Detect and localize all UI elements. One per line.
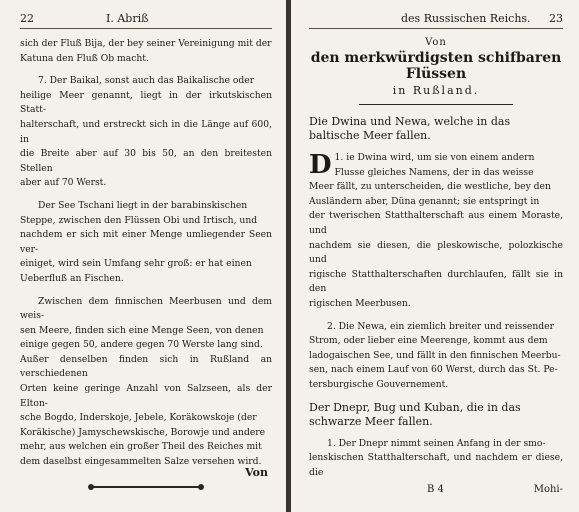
- text-line: nachdem er sich mit einer Menge umliegender Seen ver-: [20, 229, 272, 255]
- text-line: rigischen Meerbusen.: [309, 297, 411, 309]
- text-line: halterschaft, und erstreckt sich in die Länge auf 600, in: [20, 118, 272, 145]
- right-page-number: 23: [549, 12, 563, 25]
- text-line: 2. Die Newa, ein ziemlich breiter und reissender: [327, 320, 554, 332]
- signature-mark: B 4: [427, 484, 444, 496]
- left-running-head: I. Abriß: [106, 12, 149, 25]
- right-running-head: des Russischen Reichs.: [401, 12, 531, 25]
- text-line: Koräkische) Jamyschewskische, Borowje und andere: [20, 426, 266, 438]
- chapter-title-prefix: Von: [425, 37, 447, 48]
- section-heading-dnepr-bug-kuban: Der Dnepr, Bug und Kuban, die in das schwarze Meer fallen.: [309, 400, 521, 428]
- text-line: Ueberfluß an Fischen.: [20, 272, 124, 284]
- text-line: die Breite aber auf 30 bis 50, an den breitesten Stellen: [20, 148, 272, 174]
- text-line: Ausländern aber, Düna genannt; sie entspringt in: [309, 195, 540, 207]
- text-line: Strom, oder lieber eine Meerenge, kommt aus dem: [309, 335, 548, 347]
- chapter-subtitle: in Rußland.: [392, 84, 480, 97]
- text-line: sche Bogdo, Inderskoje, Jebele, Koräkowskoje (der: [20, 412, 257, 424]
- text-line: tersburgische Gouvernement.: [309, 378, 449, 390]
- text-line: Flusse gleiches Namens, der in das weisse: [334, 166, 534, 178]
- right-page-footer: [309, 484, 563, 498]
- text-line: rigische Statthalterschaften durchlaufen, fällt sie in den: [309, 268, 563, 295]
- ornament-rule: [20, 482, 272, 492]
- text-line: sen, nach einem Lauf von 60 Werst, durch das St. Pe-: [309, 364, 558, 376]
- right-page-text-2: [309, 437, 563, 481]
- text-line: der twerischen Statthalterschaft aus einem Moraste, und: [309, 210, 563, 236]
- text-line: Orten keine geringe Anzahl von Salzseen, als der Elton-: [20, 383, 272, 409]
- text-line: Meer fällt, zu unterscheiden, die westliche, bey den: [309, 181, 551, 193]
- text-line: Zwischen dem finnischen Meerbusen und dem weis-: [20, 295, 272, 322]
- section-heading-dwina-newa: Die Dwina und Newa, welche in das baltische Meer fallen.: [309, 115, 511, 142]
- left-catchword: Von: [245, 466, 268, 479]
- drop-cap: D: [309, 150, 332, 180]
- text-line: ladogaischen See, und fällt in den finnischen Meerbu-: [309, 349, 561, 361]
- title-rule: [359, 104, 513, 105]
- text-line: ie Dwina wird, um sie von einem andern: [346, 152, 535, 163]
- right-page-header: [309, 10, 563, 29]
- text-line: 1. Der Dnepr nimmt seinen Anfang in der smo-: [327, 437, 546, 449]
- text-line: lenskischen Statthalterschaft, und nachdem er diese, die: [309, 452, 563, 478]
- right-catchword: Mohi-: [533, 484, 563, 496]
- text-line: aber auf 70 Werst.: [20, 177, 107, 189]
- text-line: Außer denselben finden sich in Rußland an verschiedenen: [20, 353, 272, 380]
- text-line: Katuna den Fluß Ob macht.: [20, 52, 149, 64]
- text-line: heilige Meer genannt, liegt in der irkutskischen Statt-: [20, 89, 272, 116]
- paragraph-number: 1.: [334, 152, 344, 163]
- text-line: nachdem sie diesen, die pleskowische, polozkische und: [309, 239, 563, 266]
- left-page-text: [20, 37, 272, 470]
- text-line: sich der Fluß Bija, der bey seiner Vereinigung mit der: [20, 38, 272, 49]
- left-page-number: 22: [20, 12, 34, 25]
- chapter-title: den merkwürdigsten schifbaren Flüssen: [310, 50, 562, 82]
- left-page: [0, 0, 286, 512]
- text-line: dem daselbst eingesammelten Salze versehen wird.: [20, 456, 262, 468]
- text-line: Der See Tschani liegt in der barabinskischen: [38, 199, 248, 211]
- text-line: einiget, wird sein Umfang sehr groß: er hat einen: [20, 258, 252, 270]
- right-page: [291, 0, 579, 512]
- text-line: einige gegen 50, andere gegen 70 Werste lang sind.: [20, 339, 263, 351]
- right-page-text: [309, 151, 563, 393]
- text-line: mehr, aus welchen ein großer Theil des Reiches mit: [20, 441, 262, 453]
- text-line: 7. Der Baikal, sonst auch das Baikalische oder: [38, 75, 255, 87]
- text-line: Steppe, zwischen den Flüssen Obi und Irtisch, und: [20, 214, 258, 226]
- left-page-header: [20, 10, 272, 29]
- text-line: sen Meere, finden sich eine Menge Seen, von denen: [20, 324, 264, 336]
